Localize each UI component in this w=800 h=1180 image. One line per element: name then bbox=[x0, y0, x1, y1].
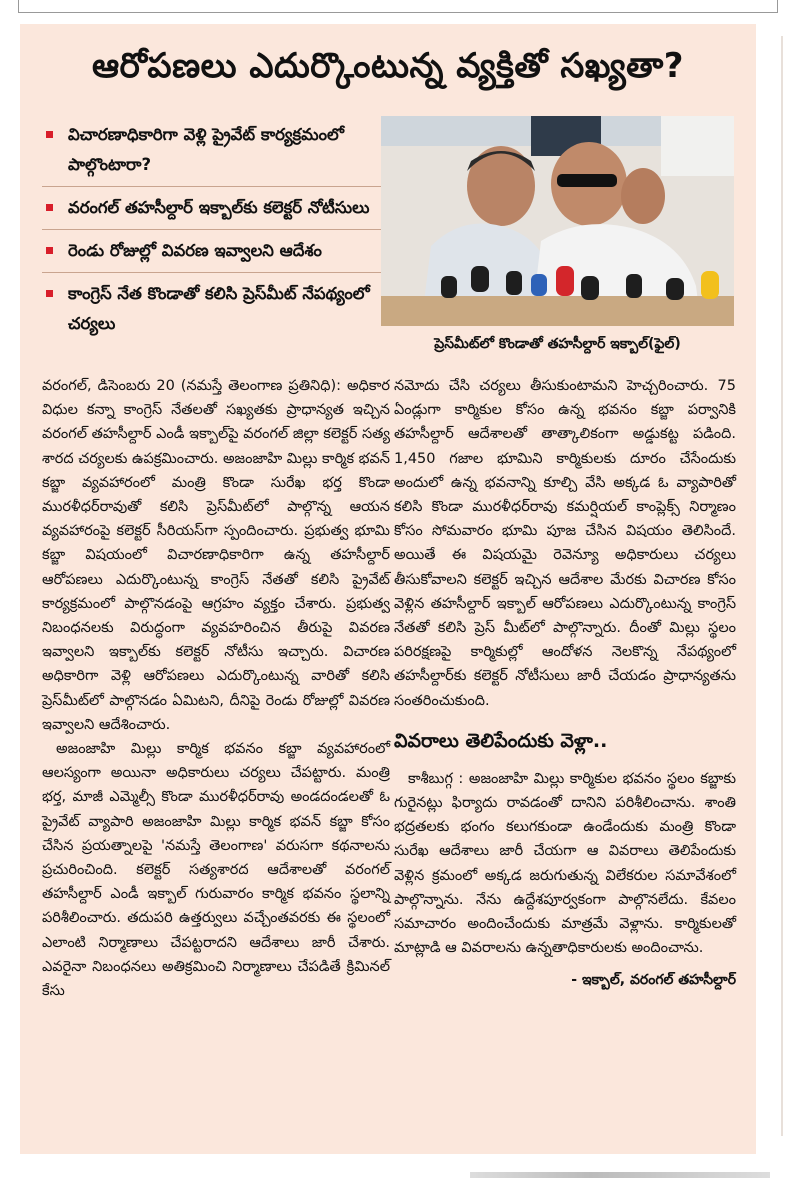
photo-illustration bbox=[381, 116, 734, 326]
bullet-square-icon bbox=[46, 290, 53, 297]
headline: ఆరోపణలు ఎదుర్కొంటున్న వ్యక్తితో సఖ్యతా? bbox=[91, 46, 685, 86]
article-column-left bbox=[42, 374, 390, 1003]
next-article-bleed bbox=[470, 1172, 770, 1178]
highlight-bullets bbox=[42, 120, 392, 351]
paragraph: వరంగల్, డిసెంబరు 20 (నమస్తే తెలంగాణ ప్రతినిధి): అధికార విధుల కన్నా కాంగ్రెస్ నేతలతో సఖ్యతకు ప్రాధాన్యత ఇచ్చిన వరంగల్ తహసీల్దార్ ఎండీ ఇక్బాల్‌పై వరంగల్ జిల్లా కలెక్టర్ సత్య శారద చర్యలకు ఉపక్రమించారు. అజంజాహి మిల్లు కార్మిక భవన్ కబ్జా వ్యవహారంలో మంత్రి కొండా సురేఖ భర్త కొండా మురళీధర్‌రావుతో కలిసి ప్రెస్‌మీట్‌లో పాల్గొన్న ఆయన వ్యవహారంపై కలెక్టర్ సీరియస్‌గా స్పందించారు. ప్రభుత్వ భూమి కబ్జా విషయంలో విచారణాధికారిగా ఉన్న తహసీల్దార్ ఆరోపణలు ఎదుర్కొంటున్న కాంగ్రెస్ నేతతో కలిసి ప్రైవేట్ కార్యక్రమంలో పాల్గొనడంపై ఆగ్రహం వ్యక్తం చేశారు. ప్రభుత్వ నిబంధనలకు విరుద్ధంగా వ్యవహరించిన తీరుపై వివరణ ఇవ్వాలని ఇక్బాల్‌కు కలెక్టర్ నోటీసు ఇచ్చారు. విచారణ అధికారిగా వెళ్లి ఆరోపణలు ఎదుర్కొంటున్న వారితో కలిసి ప్రెస్‌మీట్‌లో పాల్గొనడం ఏమిటని, దీనిపై రెండు రోజుల్లో వివరణ ఇవ్వాలని ఆదేశించారు. bbox=[42, 378, 391, 733]
photo-caption: ప్రెస్‌మీట్‌లో కొండాతో తహసీల్దార్ ఇక్బాల్(ఫైల్) bbox=[434, 336, 681, 352]
bullet-text: వరంగల్ తహసీల్దార్ ఇక్బాల్‌కు కలెక్టర్ నోటీసులు bbox=[68, 198, 370, 217]
paragraph: కాశీబుగ్గ : అజంజాహి మిల్లు కార్మికుల భవనం స్థలం కబ్జాకు గురైనట్లు ఫిర్యాదు రావడంతో దానిని పరిశీలించాను. శాంతి భద్రతలకు భంగం కలుగకుండా ఉండేందుకు మంత్రి కొండా సురేఖ ఆదేశాలు జారీ చేయగా ఆ వివరాలు తెలిపేందుకు వెళ్లిన క్రమంలో అక్కడ జరుగుతున్న విలేకరుల సమావేశంలో పాల్గొన్నాను. నేను ఉద్దేశపూర్వకంగా పాల్గొనలేదు. కేవలం సమాచారం అందించేందుకు మాత్రమే వెళ్లాను. కార్మికులతో మాట్లాడి ఆ వివరాలను ఉన్నతాధికారులకు అందించాను. bbox=[394, 770, 736, 957]
bullet-square-icon bbox=[46, 131, 53, 138]
bullet-square-icon bbox=[46, 247, 53, 254]
paragraph: అజంజాహి మిల్లు కార్మిక భవనం కబ్జా వ్యవహారంలో ఆలస్యంగా అయినా అధికారులు చర్యలు చేపట్టారు. మంత్రి భర్త, మాజీ ఎమ్మెల్సీ కొండా మురళీధర్‌రావు అండదండలతో ఓ ప్రైవేట్ వ్యాపారి అజంజాహి మిల్లు కార్మిక భవన్ కబ్జా కోసం చేసిన ప్రయత్నాలపై 'నమస్తే తెలంగాణ' వరుసగా కథనాలను ప్రచురించింది. కలెక్టర్ సత్యశారద ఆదేశాలతో వరంగల్ తహసీల్దార్ ఎండీ ఇక్బాల్ గురువారం కార్మిక భవనం స్థలాన్ని పరిశీలించారు. తదుపరి ఉత్తర్వులు వచ్చేంతవరకు ఈ స్థలంలో ఎలాంటి నిర్మాణాలు చేపట్టరాదని ఆదేశాలు జారీ చేశారు. ఎవరైనా నిబంధనలు అతిక్రమించి నిర్మాణాలు చేపడితే క్రిమినల్ కేసు bbox=[42, 741, 390, 1000]
paragraph: నమోదు చేసి చర్యలు తీసుకుంటామని హెచ్చరించారు. 75 ఏండ్లుగా కార్మికుల కోసం ఉన్న భవనం కబ్జా పర్వానికి తహసీల్దార్ ఆదేశాలతో తాత్కాలికంగా అడ్డుకట్ట పడింది. 1,450 గజాల భూమిని కార్మికులకు దూరం చేసేందుకు అందులో ఉన్న భవనాన్ని కూల్చి వేసి అక్కడ ఓ వ్యాపారితో కలిసి కొండా మురళీధర్‌రావు కమర్షియల్ కాంప్లెక్స్ నిర్మాణం కోసం సోమవారం భూమి పూజ చేసిన విషయం తెలిసిందే. అయితే ఈ విషయమై రెవెన్యూ అధికారులు చర్యలు తీసుకోవాలని కలెక్టర్ ఇచ్చిన ఆదేశాల మేరకు విచారణ కోసం వెళ్లిన తహసీల్దార్ ఇక్బాల్ ఆరోపణలు ఎదుర్కొంటున్న కాంగ్రెస్ నేతతో కలిసి ప్రెస్ మీట్‌లో పాల్గొన్నారు. దీంతో మిల్లు స్థలం పరిరక్షణపై కార్మికుల్లో ఆందోళన నెలకొన్న నేపథ్యంలో తహసీల్దార్‌కు కలెక్టర్ నోటీసులు జారీ చేయడం ప్రాధాన్యతను సంతరించుకుంది. bbox=[394, 378, 736, 709]
news-article bbox=[20, 24, 756, 1154]
bullet-item bbox=[42, 120, 392, 187]
bullet-square-icon bbox=[46, 204, 53, 211]
bullet-item bbox=[42, 193, 392, 230]
bullet-text: విచారణాధికారిగా వెళ్లి ప్రైవేట్ కార్యక్రమంలో పాల్గొంటారా? bbox=[68, 125, 344, 174]
top-border bbox=[18, 0, 778, 13]
bullet-text: రెండు రోజుల్లో వివరణ ఇవ్వాలని ఆదేశం bbox=[68, 241, 322, 260]
column-divider-line bbox=[781, 36, 783, 1136]
subheading: వివరాలు తెలిపేందుకు వెళ్లా.. bbox=[394, 729, 608, 752]
press-meet-photo bbox=[381, 116, 734, 326]
bullet-text: కాంగ్రెస్ నేత కొండాతో కలిసి ప్రెస్‌మీట్ నేపథ్యంలో చర్యలు bbox=[68, 284, 370, 333]
bullet-item bbox=[42, 279, 392, 345]
article-column-right bbox=[394, 374, 736, 993]
signature: - ఇక్బాల్, వరంగల్ తహసీల్దార్ bbox=[571, 972, 736, 989]
bullet-item bbox=[42, 236, 392, 273]
